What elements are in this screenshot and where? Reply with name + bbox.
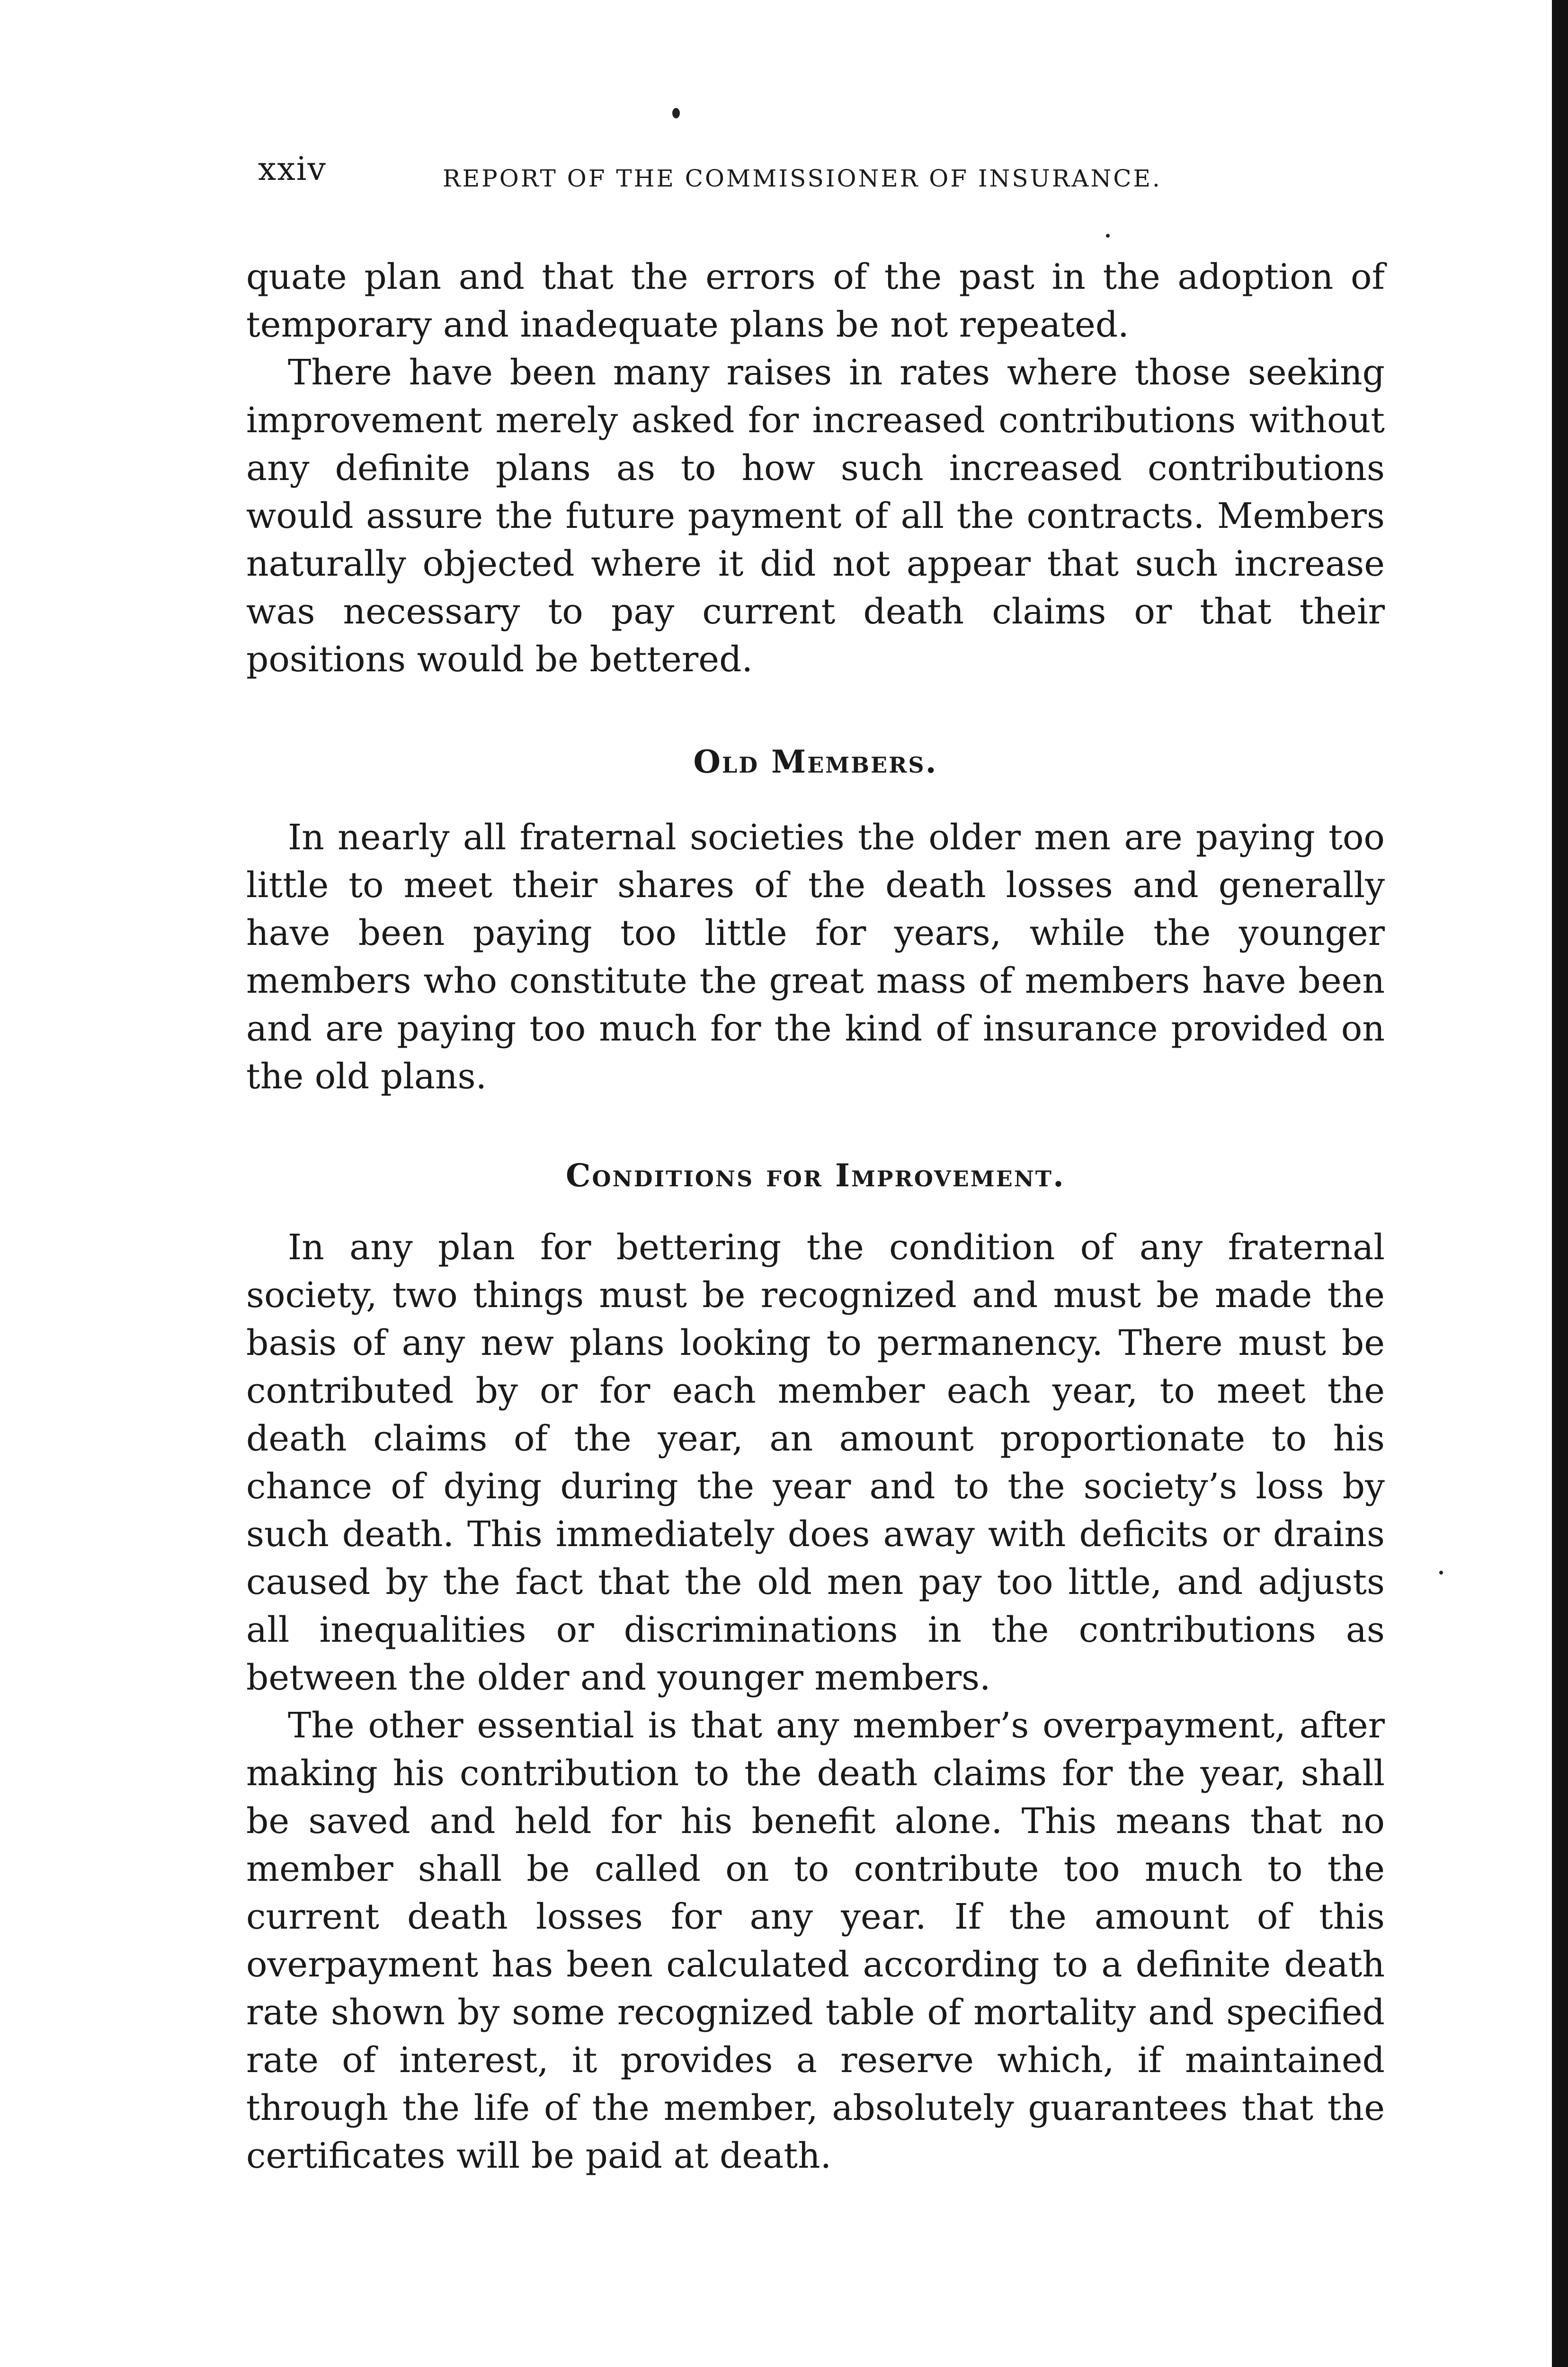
- scan-speck: [1439, 1571, 1443, 1575]
- section-heading-conditions: Conditions for Improvement.: [566, 1157, 1065, 1194]
- paragraph-old-members: In nearly all fraternal societies the older men are paying too little to meet their shares of the death losses and generally have been paying too little for years, while the younger members who constitute the great mass of members have been and are paying too much for the kind of insurance provided on the old plans.: [246, 817, 1385, 1097]
- section-heading-old-members: Old Members.: [693, 743, 938, 780]
- scan-edge-right: [1552, 0, 1568, 2367]
- body-text: [246, 253, 1385, 2180]
- page-header: [258, 151, 1252, 198]
- scan-speck: [1106, 234, 1110, 238]
- paragraph-other-essential: The other essential is that any member’s overpayment, after making his contribution to the death claims for the year, shall be saved and held for his benefit alone. This means that no member shall be called on to contribute too much to the current death losses for any year. If the amount of this overpayment has been calculated according to a definite death rate shown by some recognized table of mortality and specified rate of interest, it provides a reserve which, if maintained through the life of the member, absolutely guarantees that the certificates will be paid at death.: [246, 1705, 1385, 2176]
- running-head: REPORT OF THE COMMISSIONER OF INSURANCE.: [443, 165, 1162, 192]
- paragraph-conditions: In any plan for bettering the condition of any fraternal society, two things must be recognized and must be made the basis of any new plans looking to permanency. There must be contributed by or for each member each year, to meet the death claims of the year, an amount proportionate to his chance of dying during the year and to the society’s loss by such death. This immediately does away with deficits or drains caused by the fact that the old men pay too little, and adjusts all inequalities or discriminations in the contributions as between the older and younger members.: [246, 1227, 1385, 1698]
- paragraph-rate-raises: There have been many raises in rates where those seeking improvement merely asked for increased contributions without any definite plans as to how such increased contributions would assure the future payment of all the contracts. Members naturally objected where it did not appear that such increase was necessary to pay current death claims or that their positions would be bettered.: [246, 352, 1385, 680]
- paragraph-continuation: quate plan and that the errors of the past in the adoption of temporary and inadequate plans be not repeated.: [246, 257, 1385, 345]
- page-number: xxiv: [258, 151, 327, 188]
- scan-speck: [672, 108, 680, 118]
